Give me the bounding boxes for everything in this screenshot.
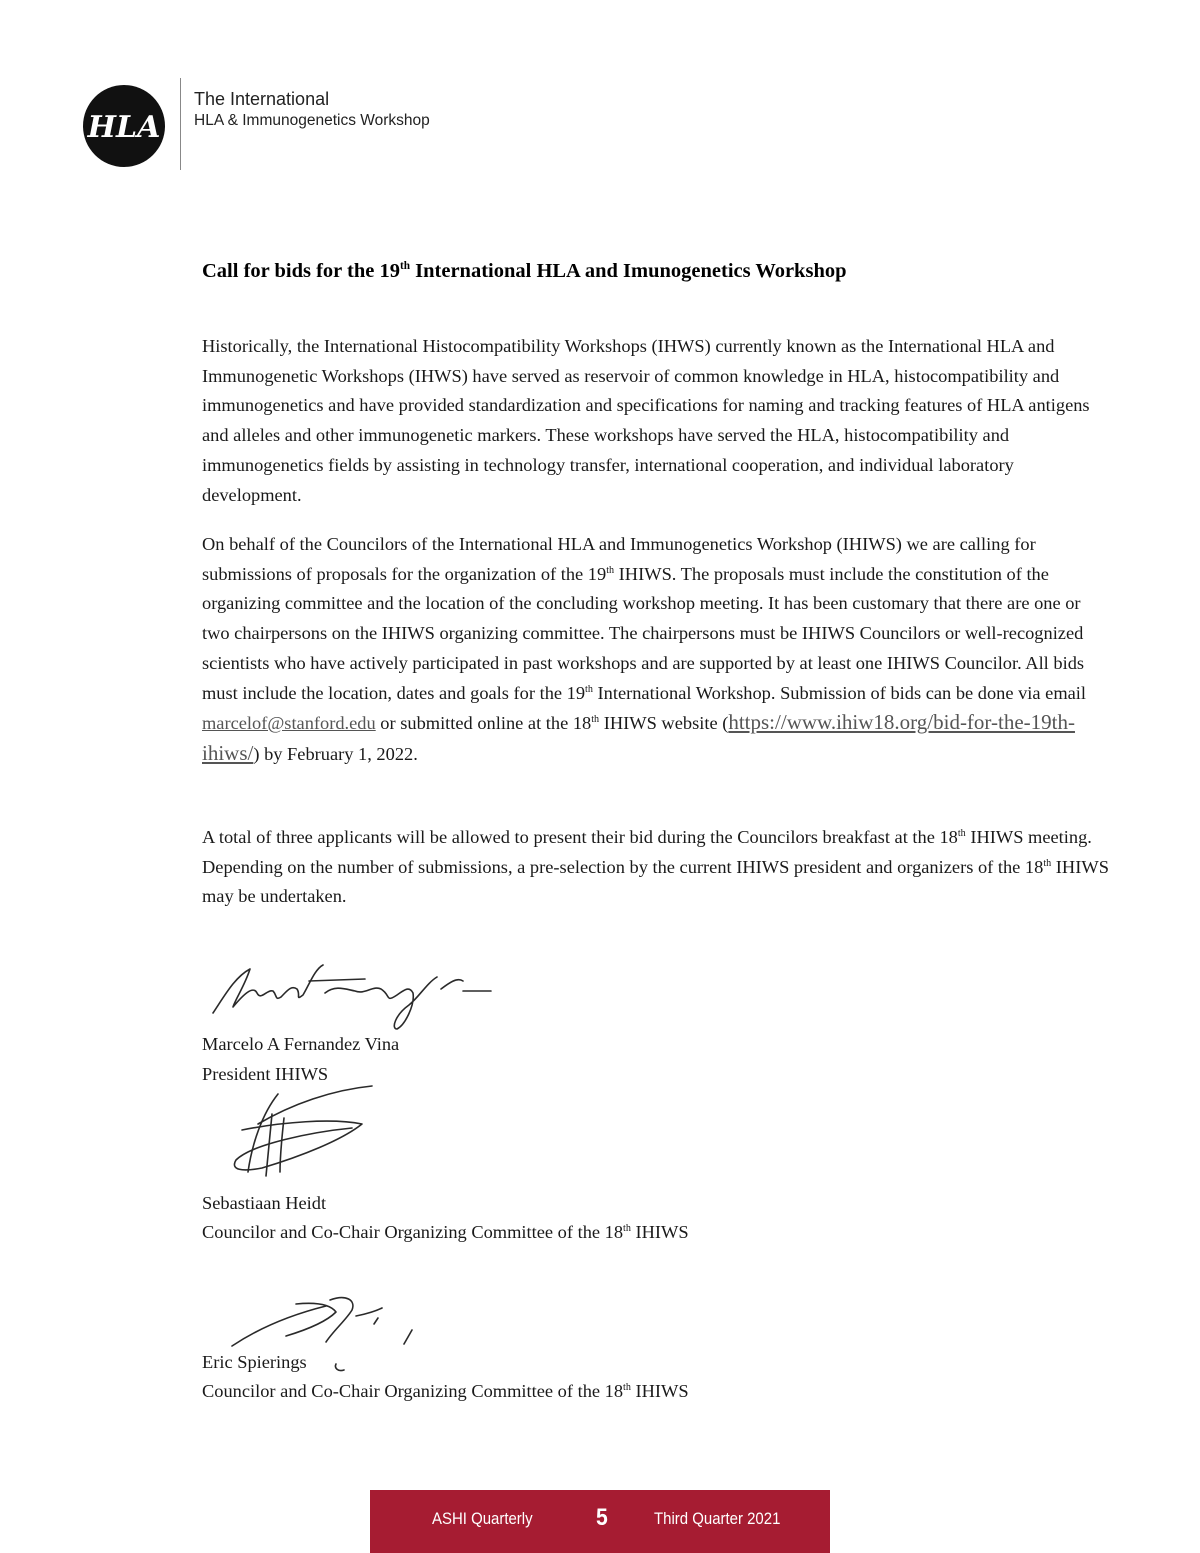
paragraph-applicants: A total of three applicants will be allowed to present their bid during the Councilors breakfast at the 18th IHIWS meeting. Depending on the number of submissions, a pre-selection by the current IHIWS president and organizers of the 18th IHIWS may be undertaken. xyxy=(202,827,1109,907)
signatory-name: Eric Spierings xyxy=(202,1352,307,1372)
hla-logo-text: HLA xyxy=(87,110,161,145)
footer-band xyxy=(370,1490,830,1553)
email-link[interactable]: marcelof@stanford.edu xyxy=(202,713,376,734)
footer-publication: ASHI Quarterly xyxy=(432,1509,533,1528)
org-name-line2: HLA & Immunogenetics Workshop xyxy=(194,112,430,129)
signatory-role: Councilor and Co-Chair Organizing Committee of the 18th IHIWS xyxy=(202,1222,689,1242)
page-title: Call for bids for the 19th International HLA and Imunogenetics Workshop xyxy=(202,260,847,282)
signatory-name: Marcelo A Fernandez Vina xyxy=(202,1034,400,1054)
paragraph-call: On behalf of the Councilors of the International HLA and Immunogenetics Workshop (IHIWS) we are calling for submissions of proposals for the organization of the 19th IHIWS. The proposals must include the constitution of the organizing committee and the location of the concluding workshop meeting. It has been customary that there are one or two chairpersons on the IHIWS organizing committee. The chairpersons must be IHIWS Councilors or well-recognized scientists who have actively participated in past workshops and are supported by at least one IHIWS Councilor. All bids must include the location, dates and goals for the 19th International Workshop. Submission of bids can be done via email marcelof@stanford.edu or submitted online at the 18th IHIWS website (https://www.ihiw18.org/bid-for-the-19th-ihiws/) by February 1, 2022. xyxy=(202,534,1087,765)
signature-fernandez-vina xyxy=(205,955,505,1035)
website-link[interactable]: https://www.ihiw18.org/bid-for-the-19th-ihiws/ xyxy=(202,710,1075,765)
paragraph-history: Historically, the International Histocompatibility Workshops (IHWS) currently known as the International HLA and Immunogenetic Workshops (IHWS) have served as reservoir of common knowledge in HLA, histocompatibility and immunogenetics and have provided standardization and specifications for naming and tracking features of HLA antigens and alleles and other immunogenetic markers. These workshops have served the HLA, histocompatibility and immunogenetics fields by assisting in technology transfer, international cooperation, and individual laboratory development. xyxy=(202,336,1090,505)
header-divider xyxy=(180,78,181,170)
signatory-role: Councilor and Co-Chair Organizing Committee of the 18th IHIWS xyxy=(202,1381,689,1401)
signatory-name: Sebastiaan Heidt xyxy=(202,1193,327,1213)
org-name-line1: The International xyxy=(194,89,330,109)
signature-heidt xyxy=(222,1084,382,1184)
footer-page-number: 5 xyxy=(596,1504,608,1531)
hla-logo xyxy=(82,84,166,168)
signatory-role: President IHIWS xyxy=(202,1064,329,1084)
footer-issue: Third Quarter 2021 xyxy=(654,1509,781,1528)
